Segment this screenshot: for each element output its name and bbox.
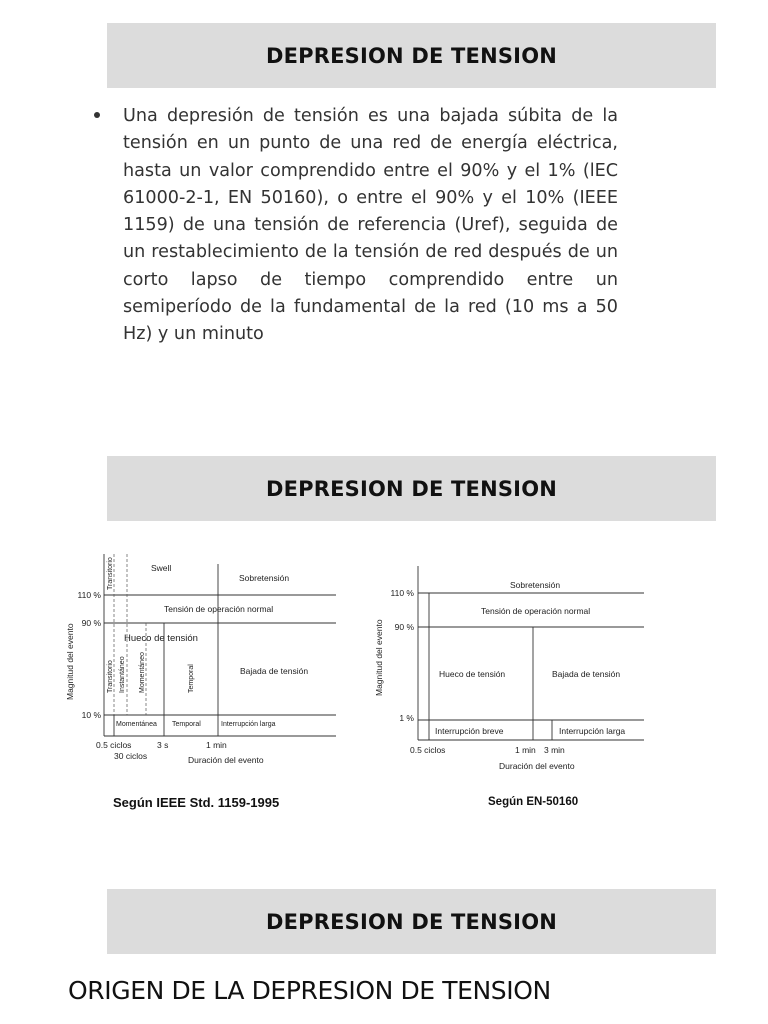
- ieee-transitorio: Transitorio: [107, 660, 114, 693]
- en-xtick-05: 0.5 ciclos: [410, 745, 446, 755]
- en-xtick-3min: 3 min: [544, 745, 565, 755]
- en-bajada: Bajada de tensión: [552, 669, 621, 679]
- en-hueco: Hueco de tensión: [439, 669, 506, 679]
- ieee-xtick-1min: 1 min: [206, 740, 227, 750]
- ieee-temporal-v: Temporal: [188, 664, 195, 693]
- en-ytick-110: 110 %: [390, 588, 414, 598]
- ieee-normal: Tensión de operación normal: [164, 604, 274, 614]
- ieee-ytick-90: 90 %: [81, 618, 101, 628]
- slide1-title: DEPRESION DE TENSION: [265, 43, 558, 68]
- ieee-momentanea: Momentánea: [116, 721, 157, 728]
- ieee-instantaneo: Instantáneo: [119, 656, 126, 693]
- ieee-temporal: Temporal: [172, 721, 201, 728]
- ieee-bajada: Bajada de tensión: [240, 666, 309, 676]
- ieee-momentaneo: Momentáneo: [139, 652, 146, 693]
- origin-heading: ORIGEN DE LA DEPRESION DE TENSION: [68, 976, 551, 1005]
- ieee-transitorio-top: Transitorio: [107, 557, 114, 590]
- en-normal: Tensión de operación normal: [481, 606, 591, 616]
- en-xtick-1min: 1 min: [515, 745, 536, 755]
- en50160-caption: Según EN-50160: [488, 796, 579, 808]
- en-ylabel: Magnitud del evento: [374, 619, 384, 696]
- en-interrupcion-larga: Interrupción larga: [559, 726, 626, 736]
- ieee-xtick-30: 30 ciclos: [114, 751, 148, 761]
- ieee-ytick-10: 10 %: [81, 710, 101, 720]
- en-xlabel: Duración del evento: [499, 761, 575, 771]
- bullet-list: [94, 103, 618, 349]
- ieee-interrupcion-larga: Interrupción larga: [221, 721, 276, 728]
- ieee-caption: Según IEEE Std. 1159-1995: [113, 795, 280, 810]
- slide2-title-banner: [107, 456, 716, 521]
- definition-paragraph: Una depresión de tensión es una bajada súbita de la tensión en un punto de una red de energía eléctrica, hasta un valor comprendido entre el 90% y el 1% (lEC 61000-2-1, EN 50160), o entre el 90% y el 10% (IEEE 1159) de una tensión de referencia (Uref), seguida de un restablecimiento de la tensión de red después de un corto lapso de tiempo comprendido entre un semiperíodo de la fundamental de la red (10 ms a 50 Hz) y un minuto: [123, 106, 618, 345]
- en-ytick-90: 90 %: [394, 622, 414, 632]
- ieee-xtick-05: 0.5 ciclos: [96, 740, 132, 750]
- en-interrupcion-breve: Interrupción breve: [435, 726, 504, 736]
- slide1-title-banner: [107, 23, 716, 88]
- slide2-title: DEPRESION DE TENSION: [265, 476, 558, 501]
- ieee-hueco: Hueco de tensión: [124, 633, 198, 644]
- en-sobretension: Sobretensión: [510, 580, 561, 590]
- slide3-title: DEPRESION DE TENSION: [265, 909, 558, 934]
- ieee-xtick-3s: 3 s: [157, 740, 169, 750]
- en-ytick-1: 1 %: [399, 713, 414, 723]
- ieee-ylabel: Magnitud del evento: [65, 623, 75, 700]
- ieee-diagram: [60, 548, 350, 773]
- ieee-swell: Swell: [151, 563, 172, 573]
- slide3-title-banner: [107, 889, 716, 954]
- ieee-sobretension: Sobretensión: [239, 573, 290, 583]
- en50160-diagram: [370, 560, 655, 775]
- ieee-xlabel: Duración del evento: [188, 755, 264, 765]
- ieee-ytick-110: 110 %: [77, 590, 101, 600]
- bullet-dot-icon: [94, 112, 100, 118]
